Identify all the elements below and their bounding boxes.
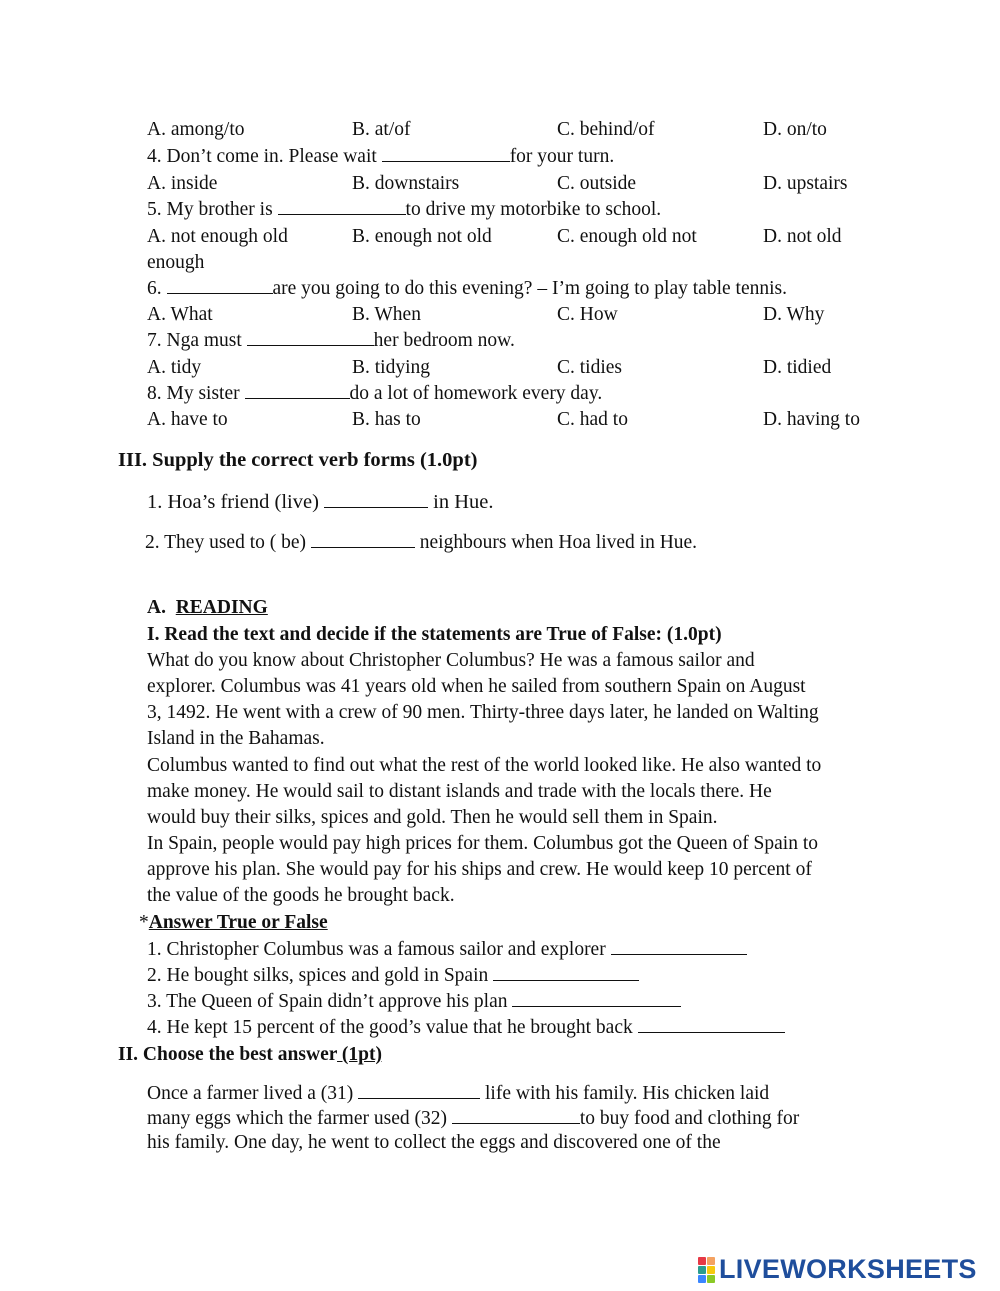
q8-option-c[interactable]: C. had to — [557, 409, 628, 430]
tf-answer-1[interactable] — [611, 940, 747, 955]
q5-option-b[interactable]: B. enough not old — [352, 226, 492, 247]
question-8: 8. My sister do a lot of homework every day. — [147, 383, 603, 404]
logo-block — [698, 1275, 706, 1283]
q6-option-d[interactable]: D. Why — [763, 304, 825, 325]
question-5: 5. My brother is to drive my motorbike to school. — [147, 199, 662, 220]
verbs-q2-blank[interactable] — [311, 533, 415, 548]
verbs-q1-blank[interactable] — [324, 493, 428, 508]
q7-option-d[interactable]: D. tidied — [763, 357, 832, 378]
logo-block — [707, 1257, 715, 1265]
question-7: 7. Nga must her bedroom now. — [147, 330, 515, 351]
q6-option-c[interactable]: C. How — [557, 304, 618, 325]
cloze-line-2: many eggs which the farmer used (32) to buy food and clothing for — [147, 1108, 800, 1129]
question-4: 4. Don’t come in. Please wait for your turn. — [147, 146, 615, 167]
q4-blank[interactable] — [382, 147, 510, 162]
reading-heading: A. READING — [147, 597, 268, 618]
tf-answer-4[interactable] — [638, 1018, 785, 1033]
passage-line: the value of the goods he brought back. — [147, 885, 455, 906]
passage-line: Island in the Bahamas. — [147, 728, 325, 749]
question-6: 6. are you going to do this evening? – I’m going to play table tennis. — [147, 278, 787, 299]
liveworksheets-logo[interactable] — [698, 1254, 977, 1285]
q8-blank[interactable] — [245, 384, 350, 399]
passage-line: approve his plan. She would pay for his ships and crew. He would keep 10 percent of — [147, 859, 812, 880]
tf-answer-3[interactable] — [512, 992, 681, 1007]
choose-heading: II. Choose the best answer (1pt) — [118, 1044, 382, 1065]
cloze-blank-31[interactable] — [358, 1084, 480, 1099]
logo-text: LIVEWORKSHEETS — [719, 1254, 977, 1284]
q4-option-a[interactable]: A. inside — [147, 173, 218, 194]
verbs-question-2: 2. They used to ( be) neighbours when Hoa lived in Hue. — [145, 532, 698, 553]
q6-option-b[interactable]: B. When — [352, 304, 421, 325]
q7-option-c[interactable]: C. tidies — [557, 357, 623, 378]
q3-option-c[interactable]: C. behind/of — [557, 119, 655, 140]
q4-option-b[interactable]: B. downstairs — [352, 173, 460, 194]
tf-answer-2[interactable] — [493, 966, 639, 981]
q3-option-a[interactable]: A. among/to — [147, 119, 245, 140]
logo-block — [698, 1257, 706, 1265]
q4-option-d[interactable]: D. upstairs — [763, 173, 848, 194]
q6-option-a[interactable]: A. What — [147, 304, 213, 325]
q3-option-b[interactable]: B. at/of — [352, 119, 411, 140]
q4-option-c[interactable]: C. outside — [557, 173, 637, 194]
cloze-line-3: his family. One day, he went to collect the eggs and discovered one of the — [147, 1132, 721, 1153]
tf-statement-1: 1. Christopher Columbus was a famous sailor and explorer — [147, 939, 747, 961]
q5-blank[interactable] — [278, 200, 406, 215]
q7-option-a[interactable]: A. tidy — [147, 357, 202, 378]
passage-line: explorer. Columbus was 41 years old when he sailed from southern Spain on August — [147, 676, 806, 697]
passage-line: make money. He would sail to distant islands and trade with the locals there. He — [147, 781, 772, 802]
q7-blank[interactable] — [247, 331, 374, 346]
q5-option-a-wrap: enough — [147, 252, 205, 273]
passage-line: In Spain, people would pay high prices for them. Columbus got the Queen of Spain to — [147, 833, 819, 854]
logo-block — [698, 1266, 706, 1274]
passage-line: 3, 1492. He went with a crew of 90 men. Thirty-three days later, he landed on Walting — [147, 702, 819, 723]
logo-blocks-icon — [698, 1257, 715, 1283]
tf-statement-4: 4. He kept 15 percent of the good’s value that he brought back — [147, 1017, 785, 1039]
q5-option-c[interactable]: C. enough old not — [557, 226, 697, 247]
passage-line: What do you know about Christopher Columbus? He was a famous sailor and — [147, 650, 755, 671]
q8-option-d[interactable]: D. having to — [763, 409, 860, 430]
q3-option-d[interactable]: D. on/to — [763, 119, 827, 140]
cloze-line-1: Once a farmer lived a (31) life with his family. His chicken laid — [147, 1083, 770, 1104]
q8-option-b[interactable]: B. has to — [352, 409, 421, 430]
q6-blank[interactable] — [167, 279, 273, 294]
verbs-heading: III. Supply the correct verb forms (1.0pt) — [118, 449, 478, 471]
q5-option-d[interactable]: D. not old — [763, 226, 842, 247]
reading-task-heading: I. Read the text and decide if the statements are True of False: (1.0pt) — [147, 624, 722, 645]
q8-option-a[interactable]: A. have to — [147, 409, 228, 430]
passage-line: Columbus wanted to find out what the rest of the world looked like. He also wanted to — [147, 755, 822, 776]
passage-line: would buy their silks, spices and gold. Then he would sell them in Spain. — [147, 807, 718, 828]
tf-statement-3: 3. The Queen of Spain didn’t approve his plan — [147, 991, 681, 1013]
tf-heading: *Answer True or False — [139, 912, 328, 933]
q5-option-a[interactable]: A. not enough old — [147, 226, 288, 247]
tf-statement-2: 2. He bought silks, spices and gold in Spain — [147, 965, 639, 987]
logo-block — [707, 1266, 715, 1274]
q7-option-b[interactable]: B. tidying — [352, 357, 431, 378]
logo-block — [707, 1275, 715, 1283]
verbs-question-1: 1. Hoa’s friend (live) in Hue. — [147, 491, 494, 513]
cloze-blank-32[interactable] — [452, 1109, 580, 1124]
